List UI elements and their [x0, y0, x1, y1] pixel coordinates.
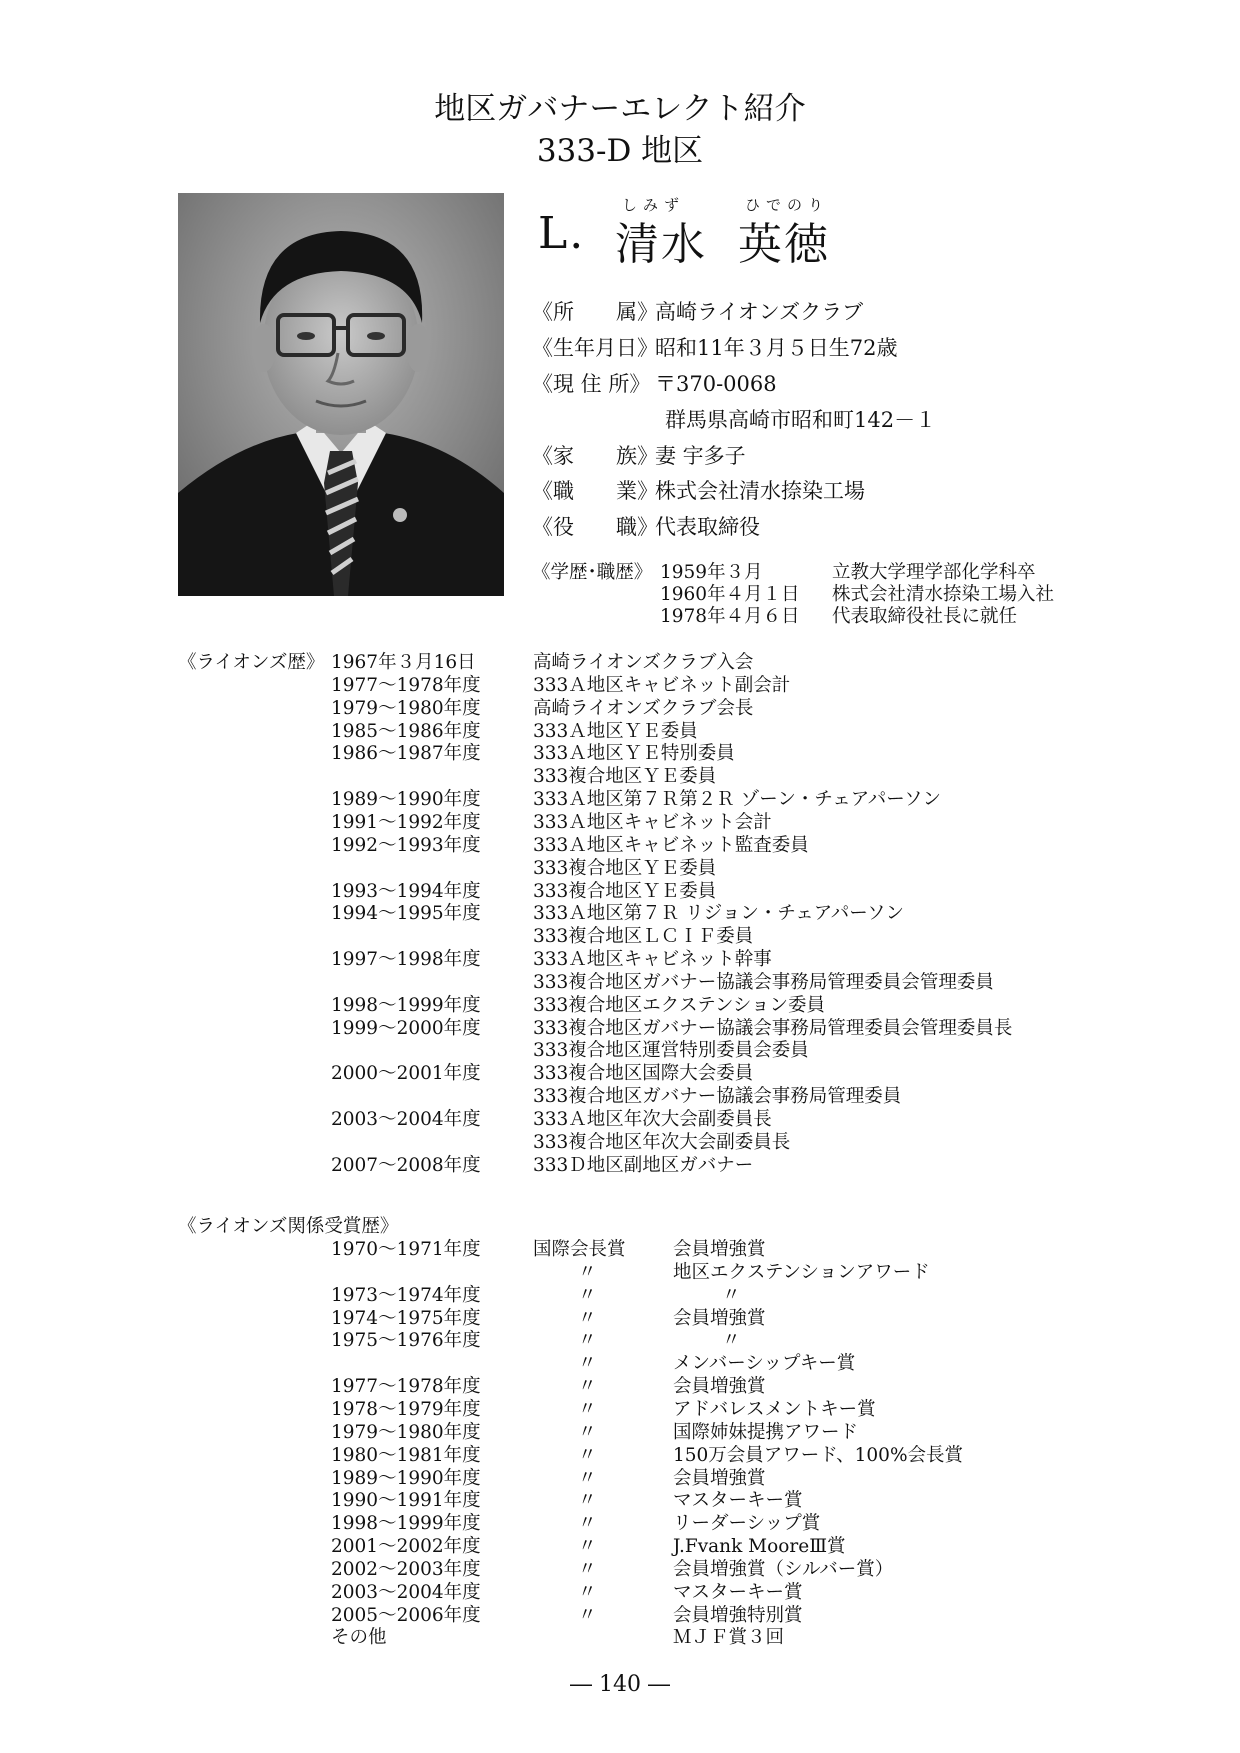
- lions-history-text: 333複合地区ＬＣＩＦ委員: [533, 926, 754, 948]
- portrait-illustration: [178, 193, 504, 596]
- district-subtitle: 333-D 地区: [536, 133, 704, 169]
- award-giver: 〃: [578, 1536, 597, 1558]
- award-year: 1979～1980年度: [331, 1421, 481, 1443]
- lions-history-year: 1986～1987年度: [331, 743, 481, 765]
- award-year: 1977～1978年度: [331, 1376, 481, 1398]
- award-name: 〃: [722, 1284, 741, 1306]
- award-name: 地区エクステンションアワード: [673, 1261, 930, 1283]
- award-name: マスターキー賞: [673, 1581, 803, 1603]
- award-year: 1998～1999年度: [331, 1513, 481, 1535]
- award-giver: 〃: [578, 1398, 597, 1420]
- profile-label: 《生年月日》: [532, 336, 658, 360]
- award-name: 会員増強賞: [673, 1239, 766, 1260]
- lions-history-text: 333複合地区ＹＥ委員: [533, 857, 717, 879]
- award-year: 1990～1991年度: [331, 1490, 481, 1512]
- name-prefix: L.: [538, 208, 586, 259]
- family-name: 清水: [615, 219, 707, 270]
- awards-label: 《ライオンズ関係受賞歴》: [178, 1216, 399, 1237]
- award-name: 〃: [722, 1330, 741, 1352]
- profile-label: 《家 族》: [532, 444, 658, 468]
- award-giver: 〃: [578, 1284, 597, 1306]
- award-year: 1973～1974年度: [331, 1284, 481, 1306]
- award-giver: 〃: [578, 1307, 597, 1329]
- lions-history-text: 333Ｄ地区副地区ガバナー: [533, 1154, 754, 1176]
- career-date: 1960年４月１日: [660, 584, 800, 605]
- lions-history-text: 333複合地区ガバナー協議会事務局管理委員: [533, 1086, 902, 1108]
- award-giver: 〃: [578, 1604, 597, 1626]
- award-giver: 〃: [578, 1490, 597, 1512]
- profile-value: 株式会社清水捺染工場: [655, 479, 865, 503]
- lions-history-text: 333複合地区ＹＥ委員: [533, 766, 717, 788]
- lions-history-year: 1979～1980年度: [331, 697, 481, 719]
- career-text: 代表取締役社長に就任: [832, 606, 1018, 627]
- lions-history-year: 1989～1990年度: [331, 789, 481, 811]
- lions-history-year: 1977～1978年度: [331, 674, 481, 696]
- award-year: 1970～1971年度: [331, 1239, 481, 1260]
- profile-label: 《現 住 所》: [532, 372, 651, 396]
- lions-history-year: 2003～2004年度: [331, 1109, 481, 1130]
- portrait-photo: [178, 193, 504, 596]
- award-name: J.Fvank MooreⅢ賞: [673, 1536, 846, 1558]
- lions-history-text: 333Ａ地区第７Ｒ リジョン・チェアパーソン: [533, 903, 905, 925]
- lions-history-text: 333Ａ地区ＹＥ委員: [533, 720, 698, 742]
- page-title: 地区ガバナーエレクト紹介: [434, 91, 806, 127]
- page-number: ― 140 ―: [570, 1672, 670, 1697]
- lions-history-text: 333Ａ地区キャビネット会計: [533, 811, 772, 833]
- award-name: ＭＪＦ賞３回: [673, 1627, 785, 1649]
- profile-label: 《職 業》: [532, 479, 658, 503]
- lions-history-text: 333複合地区ガバナー協議会事務局管理委員会管理委員: [533, 971, 994, 993]
- award-year: 2005～2006年度: [331, 1604, 481, 1626]
- award-year: その他: [331, 1627, 387, 1649]
- award-name: マスターキー賞: [673, 1490, 803, 1512]
- award-name: 150万会員アワード、100%会長賞: [673, 1444, 964, 1466]
- lions-history-year: 1991～1992年度: [331, 811, 481, 833]
- award-giver: 国際会長賞: [533, 1239, 626, 1260]
- lions-history-year: 1992～1993年度: [331, 834, 481, 856]
- career-date: 1978年４月６日: [660, 606, 800, 627]
- lions-history-text: 333複合地区ＹＥ委員: [533, 880, 717, 902]
- award-giver: 〃: [578, 1467, 597, 1489]
- lions-history-text: 333複合地区エクステンション委員: [533, 994, 825, 1016]
- award-giver: 〃: [578, 1376, 597, 1398]
- award-name: 会員増強賞: [673, 1307, 766, 1329]
- award-giver: 〃: [578, 1330, 597, 1352]
- lions-history-text: 333Ａ地区キャビネット監査委員: [533, 834, 809, 856]
- lions-history-text: 高崎ライオンズクラブ会長: [533, 697, 754, 719]
- award-year: 1974～1975年度: [331, 1307, 481, 1329]
- award-giver: 〃: [578, 1421, 597, 1443]
- lions-history-text: 333Ａ地区キャビネット副会計: [533, 674, 791, 696]
- award-year: 1978～1979年度: [331, 1398, 481, 1420]
- lions-history-year: 1999～2000年度: [331, 1017, 481, 1039]
- lions-history-year: 2000～2001年度: [331, 1063, 481, 1085]
- lions-history-text: 333複合地区年次大会副委員長: [533, 1131, 791, 1153]
- award-name: メンバーシップキー賞: [673, 1353, 856, 1375]
- lions-history-year: 1994～1995年度: [331, 903, 481, 925]
- career-label: 《学歴･職歴》: [532, 562, 653, 583]
- profile-value: 昭和11年３月５日生72歳: [655, 336, 898, 360]
- lions-history-year: 1998～1999年度: [331, 994, 481, 1016]
- award-year: 2003～2004年度: [331, 1581, 481, 1603]
- lions-history-text: 高崎ライオンズクラブ入会: [533, 652, 754, 673]
- name-ruby-given: ひでのり: [745, 196, 830, 214]
- lions-history-text: 333Ａ地区ＹＥ特別委員: [533, 743, 735, 765]
- career-text: 立教大学理学部化学科卒: [832, 562, 1036, 583]
- career-date: 1959年３月: [660, 562, 763, 583]
- lions-history-year: 2007～2008年度: [331, 1154, 481, 1176]
- profile-value: 代表取締役: [655, 515, 760, 539]
- award-giver: 〃: [578, 1581, 597, 1603]
- award-year: 2001～2002年度: [331, 1536, 481, 1558]
- name-ruby-family: しみず: [622, 196, 686, 214]
- lions-history-text: 333複合地区運営特別委員会委員: [533, 1040, 809, 1062]
- lions-history-label: 《ライオンズ歴》: [178, 652, 325, 673]
- award-year: 2002～2003年度: [331, 1558, 481, 1580]
- lions-history-text: 333Ａ地区年次大会副委員長: [533, 1109, 772, 1130]
- award-year: 1975～1976年度: [331, 1330, 481, 1352]
- award-name: 会員増強特別賞: [673, 1604, 803, 1626]
- award-name: リーダーシップ賞: [673, 1513, 821, 1535]
- award-name: 国際姉妹提携アワード: [673, 1421, 859, 1443]
- award-giver: 〃: [578, 1261, 597, 1283]
- lions-history-year: 1997～1998年度: [331, 949, 481, 971]
- lions-history-year: 1993～1994年度: [331, 880, 481, 902]
- career-text: 株式会社清水捺染工場入社: [832, 584, 1055, 605]
- award-name: 会員増強賞: [673, 1467, 766, 1489]
- award-name: アドバレスメントキー賞: [673, 1398, 876, 1420]
- award-year: 1989～1990年度: [331, 1467, 481, 1489]
- profile-value: 〒370-0068: [655, 372, 777, 396]
- award-giver: 〃: [578, 1513, 597, 1535]
- lions-history-text: 333Ａ地区キャビネット幹事: [533, 949, 772, 971]
- lions-history-year: 1985～1986年度: [331, 720, 481, 742]
- lions-history-year: 1967年３月16日: [331, 652, 476, 673]
- profile-value: 妻 宇多子: [655, 444, 746, 468]
- lions-history-text: 333複合地区国際大会委員: [533, 1063, 754, 1085]
- profile-value: 群馬県高崎市昭和町142－１: [665, 408, 937, 432]
- award-year: 1980～1981年度: [331, 1444, 481, 1466]
- lions-history-text: 333複合地区ガバナー協議会事務局管理委員会管理委員長: [533, 1017, 1013, 1039]
- profile-label: 《役 職》: [532, 515, 658, 539]
- award-giver: 〃: [578, 1558, 597, 1580]
- given-name: 英徳: [738, 219, 830, 270]
- award-giver: 〃: [578, 1444, 597, 1466]
- profile-label: 《所 属》: [532, 300, 658, 324]
- lions-history-text: 333Ａ地区第７Ｒ第２Ｒ ゾーン・チェアパーソン: [533, 789, 942, 811]
- award-name: 会員増強賞（シルバー賞）: [673, 1558, 894, 1580]
- profile-value: 高崎ライオンズクラブ: [655, 300, 864, 324]
- award-giver: 〃: [578, 1353, 597, 1375]
- award-name: 会員増強賞: [673, 1376, 766, 1398]
